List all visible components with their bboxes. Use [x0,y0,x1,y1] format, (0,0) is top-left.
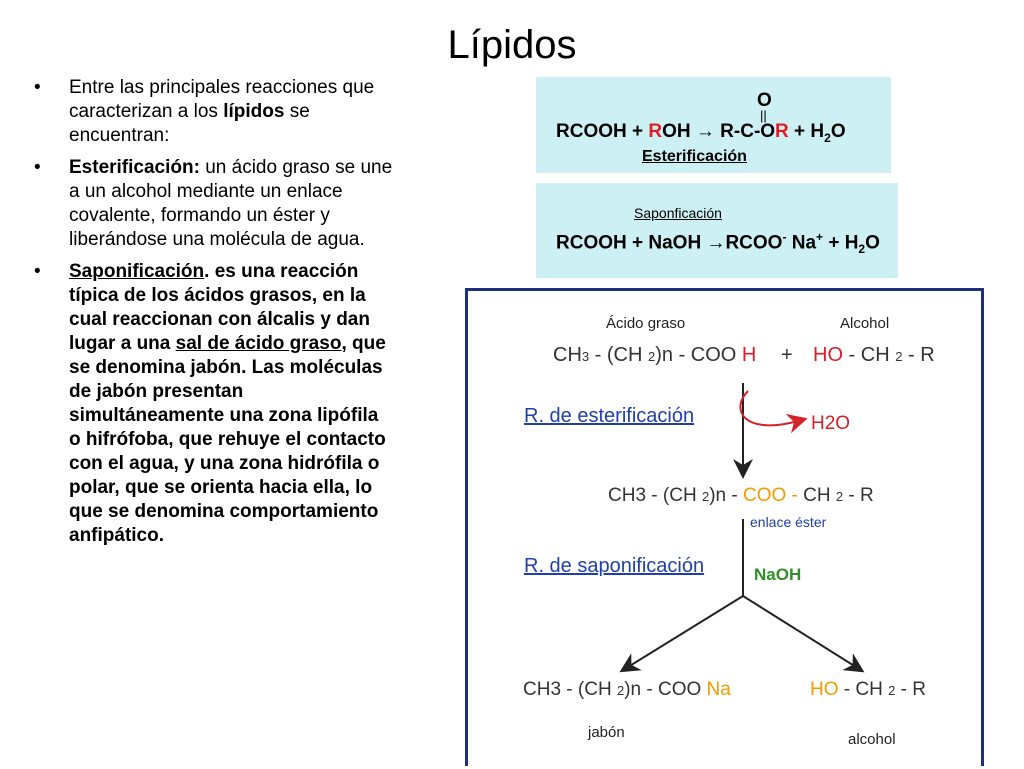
formula-sub: 2 [835,489,844,504]
eq-part: OH [662,121,696,142]
alcohol-arrow [743,596,856,667]
reaction-diagram [465,288,984,766]
bullet-esterification [34,156,394,252]
saponification-equation [556,230,880,256]
bullet-marker: • [34,157,41,178]
formula-part: CH [797,485,836,506]
formula-sub: 2 [895,349,903,364]
soap-arrow [628,596,743,667]
eq-part: Na [786,232,817,254]
acid-hydrogen: H [741,344,757,366]
alcohol-label: Alcohol [840,315,890,332]
ester-label: Esterificación: [69,157,200,178]
formula-part: - R [902,344,935,366]
saponification-reaction-label: R. de saponificación [524,555,705,577]
eq-part: + H [788,121,825,142]
page-title: Lípidos [447,23,577,67]
hydroxyl: HO [810,679,839,700]
eq-part: R-C-O [714,121,776,142]
formula-part: )n - COO [624,679,707,700]
plus-sign: + [781,344,793,366]
formula-part: CH [553,344,582,366]
saponification-caption: Saponficación [634,205,722,221]
water-label: H2O [811,413,851,434]
formula-part: - CH [843,344,896,366]
eq-r-red: R [775,121,789,142]
water-release-arrow [740,391,798,425]
fatty-acid-salt-link[interactable]: sal de ácido graso [175,333,342,354]
alcohol-product-label: alcohol [848,731,896,748]
eq-sub: 2 [824,130,831,145]
sodium: Na [706,679,731,700]
bullet-saponification [34,260,394,548]
formula-part: CH3 - (CH [523,679,617,700]
alcohol-formula [813,344,935,367]
formula-sub: 3 [581,349,590,364]
formula-part: - R [895,679,926,700]
eq-sup: - [782,230,787,244]
acid-label: Ácido graso [606,315,686,332]
eq-part: RCOO [725,232,783,254]
soap-formula [523,679,731,701]
eq-r-red: R [648,121,663,142]
bullet-intro [34,76,394,148]
arrow-icon: → [695,121,715,142]
ester-formula [608,485,874,507]
ester-bond-label: enlace éster [750,514,827,530]
formula-sub: 2 [648,349,656,364]
formula-part: - R [843,485,874,506]
saponification-panel [536,183,898,278]
carbonyl-oxygen: O [757,90,772,111]
esterification-reaction-label: R. de esterificación [524,405,695,427]
sapon-part2: , que se denomina jabón. Las moléculas de jabón presentan simultáneamente una zona lipófila o hifrófoba, que rehuye el contacto con el agua, y una zona hidrófila o polar, que se orienta hacia ella, lo que se denomina comportamiento anfipático. [69,333,386,546]
formula-part: - CH [838,679,889,700]
bullet-list [34,76,394,556]
sapon-part1: . es una reacción típica de los ácidos grasos, en la cual reaccionan con álcalis y dan lugar a una [69,261,370,354]
soap-label: jabón [588,724,625,741]
naoh-label: NaOH [754,565,802,584]
hydroxyl: HO [813,344,843,366]
arrow-icon: → [706,232,726,254]
eq-sub: 2 [858,242,866,257]
formula-sub: 2 [616,683,625,698]
formula-part: )n - [709,485,743,506]
sapon-label[interactable]: Saponificación [69,261,205,282]
intro-text-post: se encuentran: [69,101,310,146]
formula-part: CH3 - (CH [608,485,702,506]
formula-part: - (CH [589,344,649,366]
fatty-acid-formula [553,344,756,367]
eq-part: + H [823,232,859,254]
alcohol-product-formula [810,679,926,701]
ester-bond-group: COO - [742,485,798,506]
intro-text-pre: Entre las principales reacciones que caracterizan a los [69,77,375,122]
eq-part: O [830,121,846,142]
eq-part: RCOOH + NaOH [556,232,707,254]
esterification-equation [556,121,846,145]
eq-sup: + [816,230,824,244]
bullet-marker: • [34,261,41,282]
eq-part: O [865,232,880,254]
ester-text: un ácido graso se une a un alcohol mediante un enlace covalente, formando un éster y liberándose una molécula de agua. [69,157,393,250]
esterification-caption: Esterificación [642,148,747,165]
formula-sub: 2 [701,489,710,504]
eq-part: RCOOH + [556,121,649,142]
formula-part: )n - COO [655,344,742,366]
double-bond: || [760,108,767,123]
formula-sub: 2 [888,683,896,698]
esterification-panel [536,77,891,173]
bullet-marker: • [34,77,41,98]
intro-bold: lípidos [223,101,285,122]
